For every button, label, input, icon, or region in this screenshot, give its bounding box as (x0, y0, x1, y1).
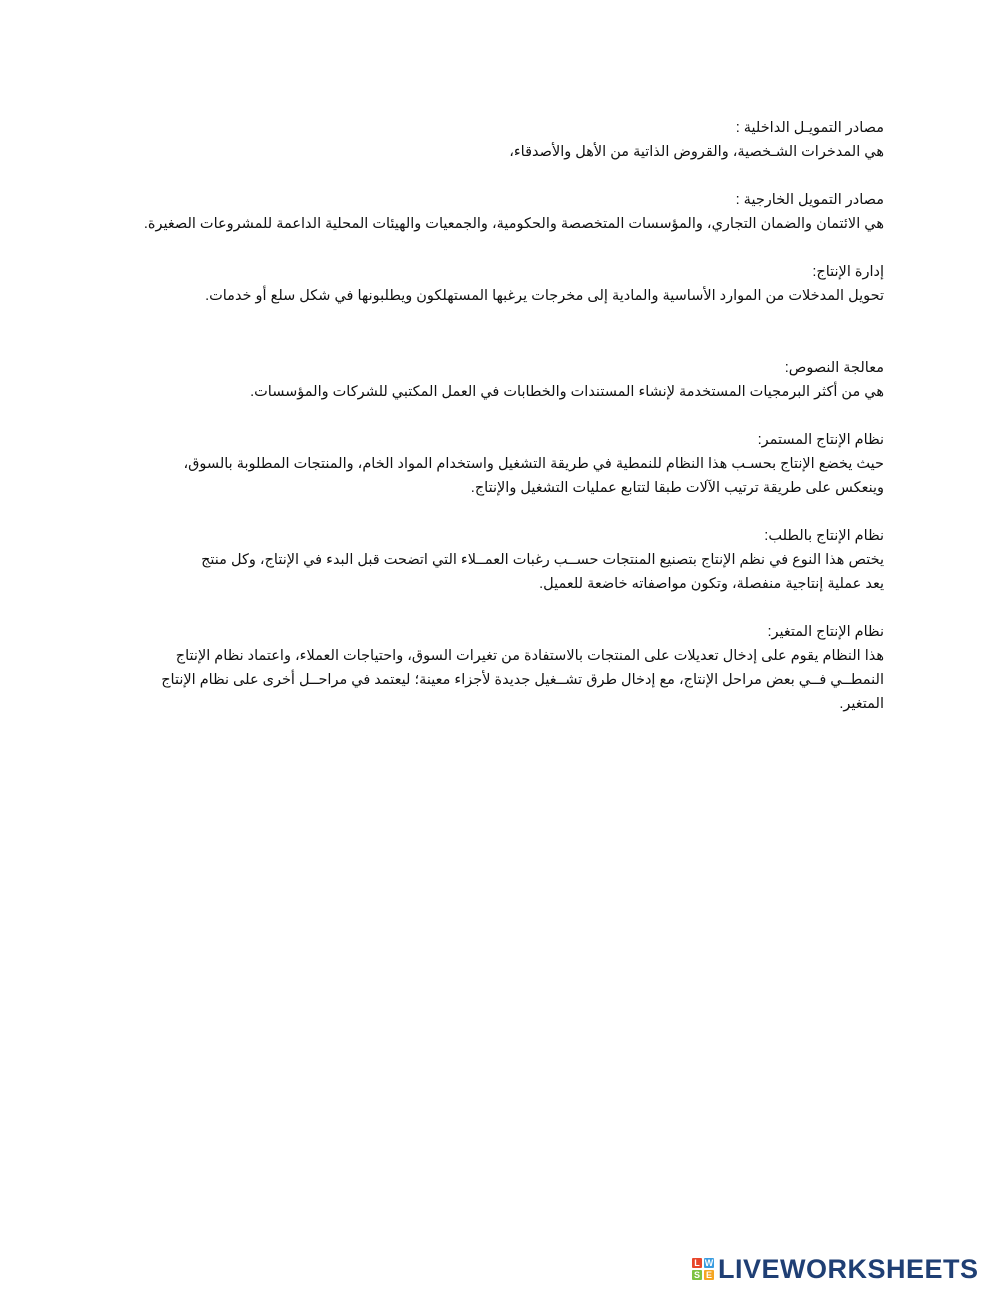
section-text: هذا النظام يقوم على إدخال تعديلات على المنتجات بالاستفادة من تغيرات السوق، واحتياجات العملاء، واعتماد نظام الإنتاج (175, 648, 884, 664)
logo-cell: L (692, 1258, 702, 1268)
section-order-production (164, 524, 884, 596)
logo-cell: E (705, 1270, 712, 1280)
section-internal-financing (164, 116, 884, 164)
section-heading: نظام الإنتاج المستمر: (757, 432, 884, 448)
logo-cell: S (693, 1270, 700, 1280)
section-text: وينعكس على طريقة ترتيب الآلات طبقا لتتابع عمليات التشغيل والإنتاج. (470, 480, 884, 496)
section-text: حيث يخضع الإنتاج بحسـب هذا النظام للنمطية في طريقة التشغيل واستخدام المواد الخام، والمنتجات المطلوبة بالسوق، (183, 456, 884, 472)
section-heading: مصادر التمويل الخارجية : (735, 192, 884, 208)
section-continuous-production (164, 428, 884, 500)
liveworksheets-logo (692, 1253, 979, 1285)
section-heading: نظام الإنتاج المتغير: (767, 624, 884, 640)
section-production-management (164, 260, 884, 308)
section-text: هي الائتمان والضمان التجاري، والمؤسسات المتخصصة والحكومية، والجمعيات والهيئات المحلية الداعمة للمشروعات الصغيرة. (143, 216, 884, 232)
section-text: النمطــي فــي بعض مراحل الإنتاج، مع إدخال طرق تشــغيل جديدة لأجزاء معينة؛ ليعتمد في مراحــل أخرى على نظام الإنتاج (161, 672, 884, 688)
section-text: المتغير. (839, 696, 884, 712)
section-word-processing (164, 356, 884, 404)
logo-cell: W (704, 1258, 714, 1268)
logo-wordmark: LIVEWORKSHEETS (718, 1253, 979, 1284)
section-heading: نظام الإنتاج بالطلب: (764, 528, 884, 544)
section-text: هي من أكثر البرمجيات المستخدمة لإنشاء المستندات والخطابات في العمل المكتبي للشركات والمؤسسات. (250, 384, 884, 400)
section-text: تحويل المدخلات من الموارد الأساسية والمادية إلى مخرجات يرغبها المستهلكون ويطلبونها في شكل سلع أو خدمات. (205, 288, 884, 304)
document-body (143, 116, 884, 716)
section-text: يعد عملية إنتاجية منفصلة، وتكون مواصفاته خاضعة للعميل. (539, 576, 884, 592)
section-heading: إدارة الإنتاج: (812, 264, 884, 280)
section-text: يختص هذا النوع في نظم الإنتاج بتصنيع المنتجات حســب رغبات العمــلاء التي اتضحت قبل البدء في الإنتاج، وكل منتج (201, 552, 884, 568)
section-external-financing (143, 188, 884, 236)
section-heading: معالجة النصوص: (784, 360, 884, 376)
section-heading: مصادر التمويـل الداخلية : (735, 120, 884, 136)
section-text: هي المدخرات الشـخصية، والقروض الذاتية من الأهل والأصدقاء، (509, 144, 884, 160)
logo-grid-icon (692, 1258, 714, 1280)
section-variable-production (161, 620, 884, 716)
